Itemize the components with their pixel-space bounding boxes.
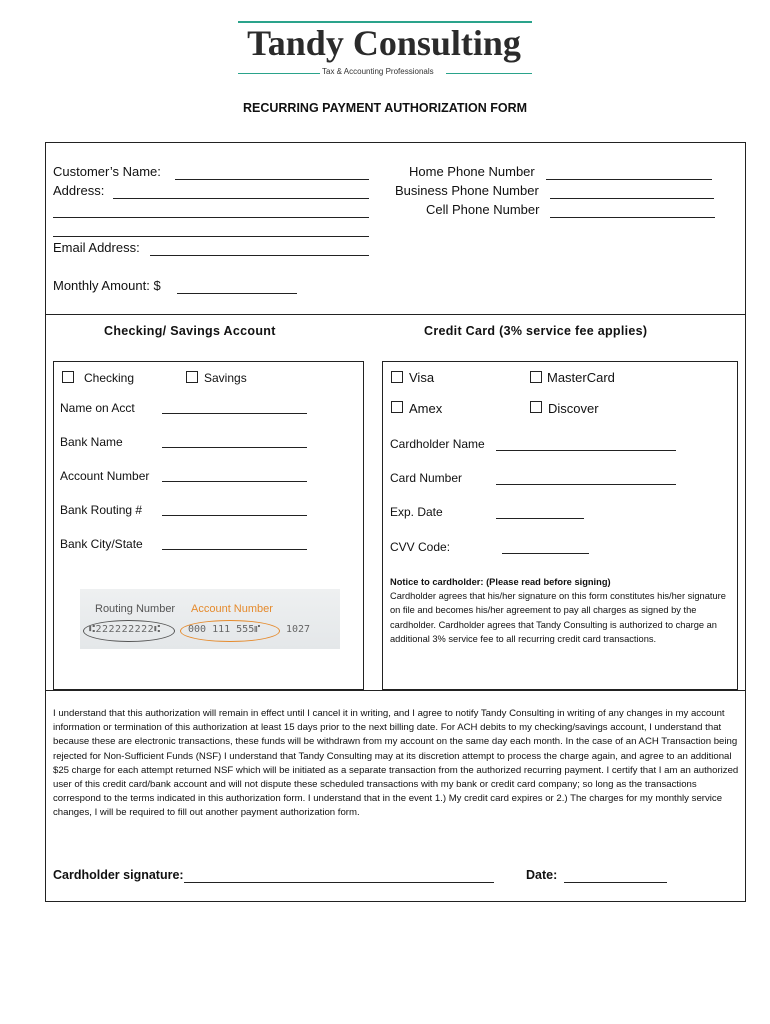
divider-customer [45, 314, 746, 315]
check-routing-digits: ⑆222222222⑆ [89, 624, 161, 635]
name-on-acct-field[interactable] [162, 413, 307, 414]
business-phone-label: Business Phone Number [395, 183, 539, 198]
bank-name-label: Bank Name [60, 435, 123, 449]
name-on-acct-label: Name on Acct [60, 401, 135, 415]
address-field-3[interactable] [53, 236, 369, 237]
monthly-amount-label: Monthly Amount: $ [53, 278, 161, 293]
visa-label: Visa [409, 370, 435, 385]
monthly-amount-field[interactable] [177, 293, 297, 294]
checking-option-label: Checking [84, 371, 135, 385]
home-phone-field[interactable] [546, 179, 712, 180]
logo-tagline: Tax & Accounting Professionals [322, 67, 434, 76]
company-logo: Tandy Consulting [247, 23, 521, 63]
sample-check-image [80, 589, 340, 649]
credit-heading: Credit Card (3% service fee applies) [424, 324, 648, 338]
logo-tagline-rule-right [446, 73, 532, 74]
mastercard-label: MasterCard [547, 370, 615, 385]
email-field[interactable] [150, 255, 369, 256]
address-field-2[interactable] [53, 217, 369, 218]
notice-body: Cardholder agrees that his/her signature on this form constitutes his/her signature on file and becomes his/her agreement to pay all charges as signed by the cardholder. Cardholder agrees that Tandy Consulting is authorized to charge an additional 3% service fee to all recurring credit card transactions. [390, 591, 726, 644]
customer-name-field[interactable] [175, 179, 369, 180]
authorization-text: I understand that this authorization will remain in effect until I cancel it in writing, and I agree to notify Tandy Consulting in writing of any changes in my account information or termination of this authorization at least 15 days prior to the next billing date. For ACH debits to my checking/savings account, I understand that because these are electronic transactions, these funds will be withdrawn from my account on the same day each month. In the case of an ACH Transaction being rejected for Non-Sufficient Funds (NSF) I understand that Tandy Consulting may at its discretion attempt to process the charge again, and agree to an additional $25 charge for each attempt returned NSF which will be initiated as a separate transaction from the authorized recurring payment. I certify that I am an authorized user of this credit card/bank account and will not dispute these scheduled transactions with my bank or credit card company; so long as the transactions correspond to the terms indicated in this authorization form. I understand that in the event 1.) My credit card expires or 2.) The charges for my monthly service changes, I will be required to fill out another payment authorization form. [53, 708, 739, 819]
checking-heading: Checking/ Savings Account [104, 324, 276, 338]
amex-checkbox[interactable] [391, 401, 403, 413]
bank-city-state-field[interactable] [162, 549, 307, 550]
cvv-field[interactable] [502, 553, 589, 554]
visa-checkbox[interactable] [391, 371, 403, 383]
divider-authorization [45, 690, 746, 691]
bank-city-state-label: Bank City/State [60, 537, 143, 551]
discover-label: Discover [548, 401, 599, 416]
logo-tagline-rule-left [238, 73, 320, 74]
discover-checkbox[interactable] [530, 401, 542, 413]
check-routing-label: Routing Number [95, 603, 176, 615]
date-field[interactable] [564, 882, 667, 883]
amex-label: Amex [409, 401, 443, 416]
cvv-label: CVV Code: [390, 540, 451, 554]
notice-title: Notice to cardholder: (Please read before signing) [390, 577, 611, 587]
business-phone-field[interactable] [550, 198, 714, 199]
form-title: RECURRING PAYMENT AUTHORIZATION FORM [242, 101, 528, 115]
bank-routing-label: Bank Routing # [60, 503, 143, 517]
card-number-label: Card Number [390, 471, 463, 485]
customer-name-label: Customer’s Name: [53, 164, 161, 179]
card-number-field[interactable] [496, 484, 676, 485]
bank-name-field[interactable] [162, 447, 307, 448]
savings-option-label: Savings [204, 371, 247, 385]
checking-checkbox[interactable] [62, 371, 74, 383]
exp-date-label: Exp. Date [390, 505, 443, 519]
cardholder-name-field[interactable] [496, 450, 676, 451]
cell-phone-label: Cell Phone Number [426, 202, 540, 217]
exp-date-field[interactable] [496, 518, 584, 519]
date-label: Date: [526, 868, 558, 882]
address-field-1[interactable] [113, 198, 369, 199]
check-number-digits: 1027 [286, 624, 311, 635]
savings-checkbox[interactable] [186, 371, 198, 383]
account-number-label: Account Number [60, 469, 150, 483]
home-phone-label: Home Phone Number [409, 164, 535, 179]
cardholder-notice [390, 575, 735, 646]
cardholder-name-label: Cardholder Name [390, 437, 485, 451]
check-account-digits: 000 111 555⑈ [188, 624, 261, 635]
bank-routing-field[interactable] [162, 515, 307, 516]
account-number-field[interactable] [162, 481, 307, 482]
cell-phone-field[interactable] [550, 217, 715, 218]
address-label: Address: [53, 183, 105, 198]
cardholder-signature-field[interactable] [184, 882, 494, 883]
mastercard-checkbox[interactable] [530, 371, 542, 383]
check-account-label: Account Number [191, 603, 273, 615]
email-label: Email Address: [53, 240, 140, 255]
cardholder-signature-label: Cardholder signature: [53, 868, 184, 882]
